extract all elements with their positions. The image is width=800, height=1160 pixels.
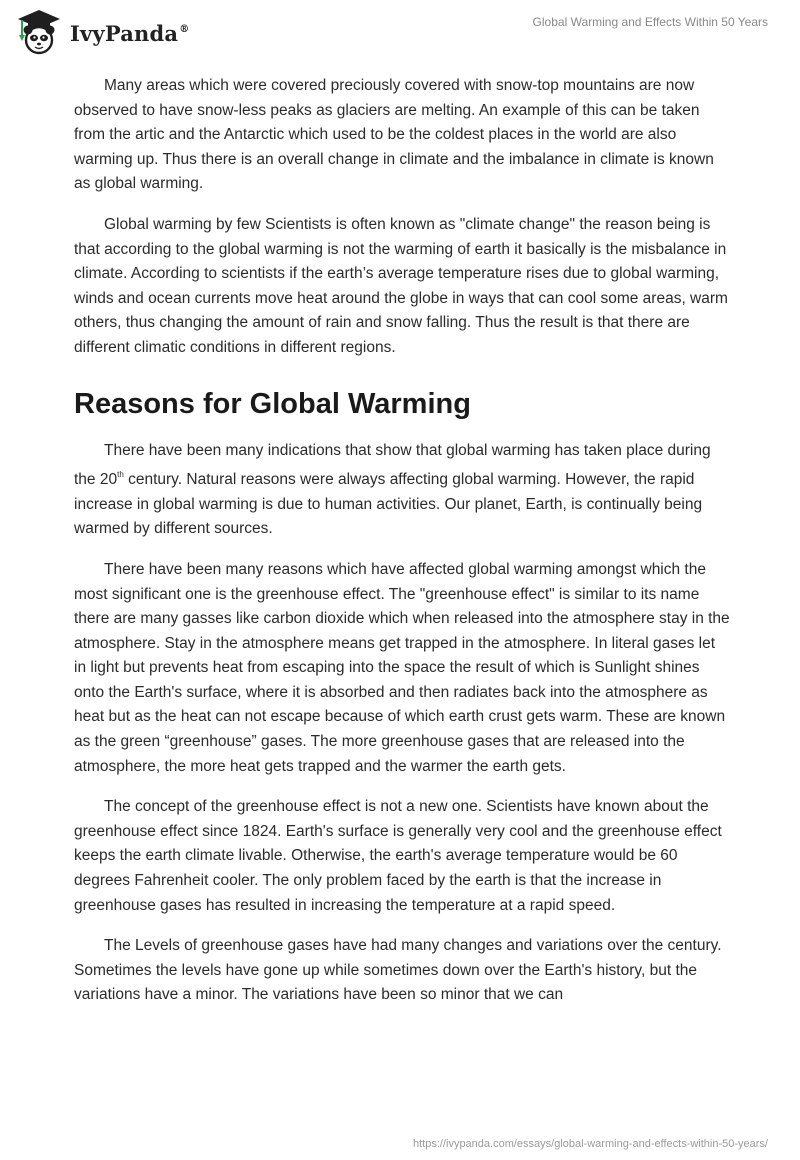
source-url[interactable]: https://ivypanda.com/essays/global-warming-and-effects-within-50-years/ xyxy=(412,1138,768,1150)
section-heading: Reasons for Global Warming xyxy=(74,387,471,420)
brand-text: IvyPanda xyxy=(70,20,179,46)
paragraph: Many areas which were covered preciously covered with snow-top mountains are now observed to have snow-less peaks as glaciers are melting. An example of this can be taken from the artic and the Antarctic which used to be the coldest places in the world are also warming up. Thus there is an overall change in climate and the imbalance in climate is known as global warming. xyxy=(74,77,714,193)
paragraph: The concept of the greenhouse effect is not a new one. Scientists have known about the greenhouse effect since 1824. Earth's surface is generally very cool and the greenhouse effect keeps the earth climate livable. Otherwise, the earth's average temperature would be 60 degrees Fahrenheit cooler. The only problem faced by the earth is that the increase in greenhouse gases has resulted in increasing the temperature at a rapid speed. xyxy=(74,798,722,914)
paragraph-text: There have been many indications that show that global warming has taken place during the 20 xyxy=(74,441,711,489)
essay-body xyxy=(74,74,730,1024)
document-title: Global Warming and Effects Within 50 Years xyxy=(532,15,768,29)
paragraph xyxy=(74,439,730,542)
paragraph-text: century. Natural reasons were always affecting global warming. However, the rapid increase in global warming is due to human activities. Our planet, Earth, is continually being warmed by different sources. xyxy=(74,471,703,538)
panda-graduate-icon xyxy=(14,8,64,56)
paragraph: There have been many reasons which have affected global warming amongst which the most significant one is the greenhouse effect. The "greenhouse effect" is similar to its name there are many gasses like carbon dioxide which when released into the atmosphere stay in the atmosphere. Stay in the atmosphere means get trapped in the atmosphere. In literal gases let in light but prevents heat from escaping into the space the result of which is Sunlight shines onto the Earth's surface, where it is absorbed and then radiates back into the atmosphere as heat but as the heat can not escape because of which earth crust gets warm. These are known as the green “greenhouse” gases. The more greenhouse gases that are released into the atmosphere, the more heat gets trapped and the warmer the earth gets. xyxy=(74,560,730,775)
ivypanda-logo[interactable] xyxy=(14,8,189,56)
paragraph: Global warming by few Scientists is often known as "climate change" the reason being is that according to the global warming is not the warming of earth it basically is the misbalance in climate. According to scientists if the earth’s average temperature rises due to global warming, winds and ocean currents move heat around the globe in ways that can cool some areas, warm others, thus changing the amount of rain and snow falling. Thus the result is that there are different climatic conditions in different regions. xyxy=(74,215,728,356)
brand-name xyxy=(70,21,189,46)
ordinal-suffix: th xyxy=(117,470,124,480)
registered-mark: ® xyxy=(179,23,190,35)
page-header xyxy=(0,0,800,72)
paragraph: The Levels of greenhouse gases have had many changes and variations over the century. Sometimes the levels have gone up while sometimes down over the Earth's history, but the variations have a minor. The variations have been so minor that we can xyxy=(74,937,722,1004)
